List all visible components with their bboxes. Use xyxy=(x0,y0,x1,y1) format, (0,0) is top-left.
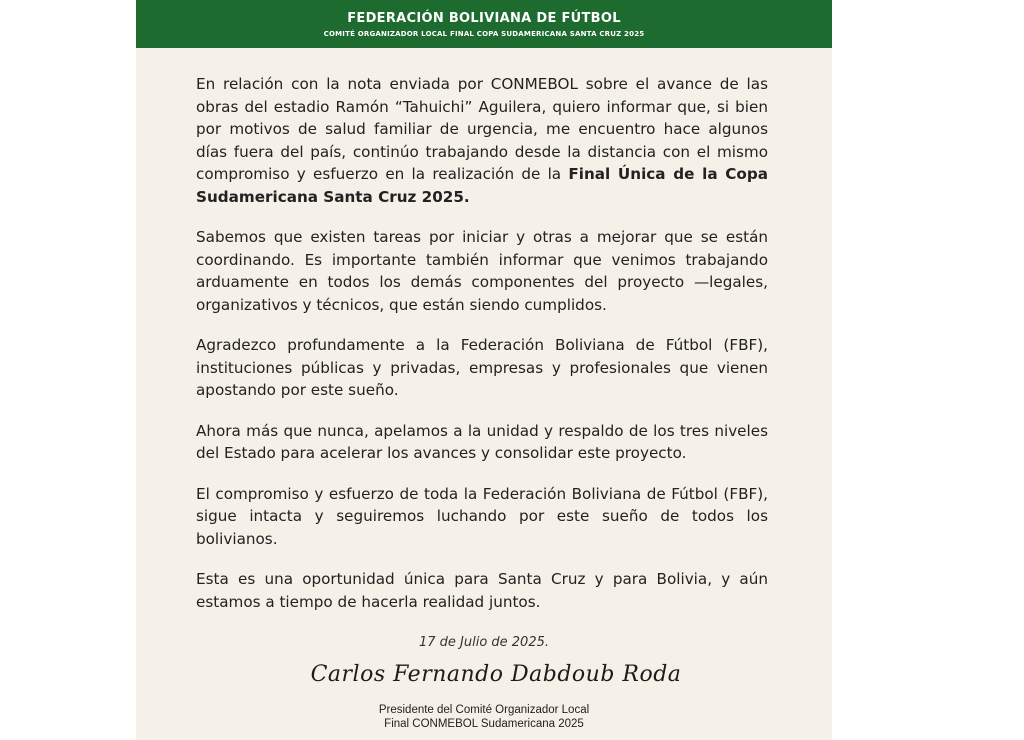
role-line-1: Presidente del Comité Organizador Local xyxy=(378,704,590,716)
letterhead-title: FEDERACIÓN BOLIVIANA DE FÚTBOL xyxy=(347,11,621,26)
role-line-2: Final CONMEBOL Sudamericana 2025 xyxy=(384,718,584,730)
letter-body xyxy=(196,73,768,631)
letter-page xyxy=(136,0,832,740)
paragraph-3: Agradezco profundamente a la Federación Boliviana de Fútbol (FBF), instituciones públicas y privadas, empresas y profesionales que vienen apostando por este sueño. xyxy=(196,336,768,399)
letterhead-banner xyxy=(136,0,832,48)
paragraph-1 xyxy=(196,73,768,208)
signatory-role xyxy=(136,703,832,731)
letter-date: 17 de Julio de 2025. xyxy=(418,635,550,650)
paragraph-2: Sabemos que existen tareas por iniciar y otras a mejorar que se están coordinando. Es importante también informar que venimos trabajando arduamente en todos los demás componentes del proyecto —legales, organizativos y técnicos, que están siendo cumplidos. xyxy=(196,228,768,314)
paragraph-6: Esta es una oportunidad única para Santa Cruz y para Bolivia, y aún estamos a tiempo de hacerla realidad juntos. xyxy=(196,570,768,611)
letterhead-subtitle: COMITÉ ORGANIZADOR LOCAL FINAL COPA SUDAMERICANA SANTA CRUZ 2025 xyxy=(323,30,645,38)
paragraph-5: El compromiso y esfuerzo de toda la Federación Boliviana de Fútbol (FBF), sigue intacta y seguiremos luchando por este sueño de todos los bolivianos. xyxy=(196,484,768,548)
handwritten-signature: Carlos Fernando Dabdoub Roda xyxy=(310,662,682,687)
paragraph-1-text: En relación con la nota enviada por CONMEBOL sobre el avance de las obras del estadio Ramón “Tahuichi” Aguilera, quiero informar que, si bien por motivos de salud familiar de urgencia, me encuentro hace algunos días fuera del país, continúo trabajando desde la distancia con el mismo compromiso y esfuerzo en la realización de la xyxy=(196,75,768,183)
paragraph-1-bold: Final Única de la Copa Sudamericana Santa Cruz 2025. xyxy=(196,165,768,206)
paragraph-4: Ahora más que nunca, apelamos a la unidad y respaldo de los tres niveles del Estado para acelerar los avances y consolidar este proyecto. xyxy=(196,421,768,462)
